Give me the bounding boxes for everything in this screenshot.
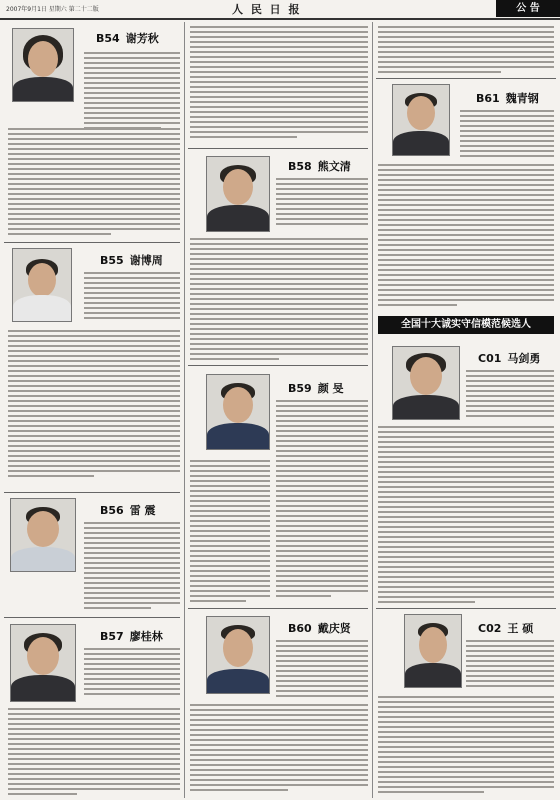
candidate-name: 王 硕 [507,622,534,635]
candidate-name: 熊文清 [317,160,351,173]
block-divider [188,148,368,149]
candidate-bio-text [378,696,554,796]
candidate-bio-text [190,26,368,141]
candidate-heading [478,620,533,636]
issue-date: 2007年9月1日 星期六 第二十二版 [6,6,99,13]
candidate-photo [10,624,76,702]
candidate-bio-text [276,178,368,228]
block-divider [4,242,180,243]
candidate-bio-text [84,522,180,612]
candidate-name: 马剑勇 [507,352,541,365]
candidate-name: 戴庆贤 [317,622,351,635]
page-header [0,0,560,20]
section-banner: 全国十大诚实守信模范候选人 [378,316,554,334]
section-label: 公 告 [496,0,560,17]
candidate-photo [392,346,460,420]
block-divider [188,365,368,366]
candidate-bio-text [84,272,180,322]
candidate-code: B57 [100,630,124,643]
block-divider [376,608,556,609]
candidate-photo [12,248,72,322]
candidate-bio-text [190,238,368,363]
candidate-name: 谢博周 [129,254,163,267]
candidate-photo [392,84,450,156]
newspaper-masthead: 人 民 日 报 [232,3,302,16]
candidate-bio-text [8,128,180,238]
candidate-heading [288,158,351,174]
candidate-heading [100,502,156,518]
candidate-bio-text [378,426,554,606]
candidate-bio-text [460,110,554,160]
block-divider [188,608,368,609]
block-divider [376,78,556,79]
candidate-heading [288,380,344,396]
candidate-heading [288,620,351,636]
candidate-photo [10,498,76,572]
candidate-heading [96,30,159,46]
candidate-photo [206,156,270,232]
column-divider [372,22,373,798]
candidate-code: B60 [288,622,312,635]
candidate-bio-text [84,52,180,132]
candidate-bio-text [466,640,554,690]
candidate-photo [12,28,74,102]
candidate-code: B59 [288,382,312,395]
candidate-name: 颜 旻 [317,382,344,395]
block-divider [4,492,180,493]
candidate-bio-text [8,708,180,798]
candidate-code: C01 [478,352,502,365]
candidate-bio-text [378,26,554,76]
candidate-bio-text [276,400,368,600]
candidate-heading [476,90,539,106]
candidate-photo [206,374,270,450]
candidate-bio-text [190,704,368,794]
candidate-heading [478,350,540,366]
candidate-bio-text [466,370,554,420]
candidate-heading [100,252,163,268]
candidate-code: C02 [478,622,502,635]
candidate-code: B61 [476,92,500,105]
candidate-photo [206,616,270,694]
column-divider [184,22,185,798]
candidate-bio-text [190,460,270,605]
candidate-name: 谢芳秋 [125,32,159,45]
candidate-photo [404,614,462,688]
block-divider [4,617,180,618]
candidate-code: B56 [100,504,124,517]
candidate-bio-text [84,648,180,698]
candidate-name: 魏青钢 [505,92,539,105]
candidate-heading [100,628,163,644]
candidate-name: 廖桂林 [129,630,163,643]
candidate-bio-text [378,164,554,309]
candidate-code: B55 [100,254,124,267]
candidate-bio-text [8,330,180,480]
candidate-code: B58 [288,160,312,173]
candidate-bio-text [276,640,368,700]
candidate-code: B54 [96,32,120,45]
candidate-name: 雷 震 [129,504,156,517]
